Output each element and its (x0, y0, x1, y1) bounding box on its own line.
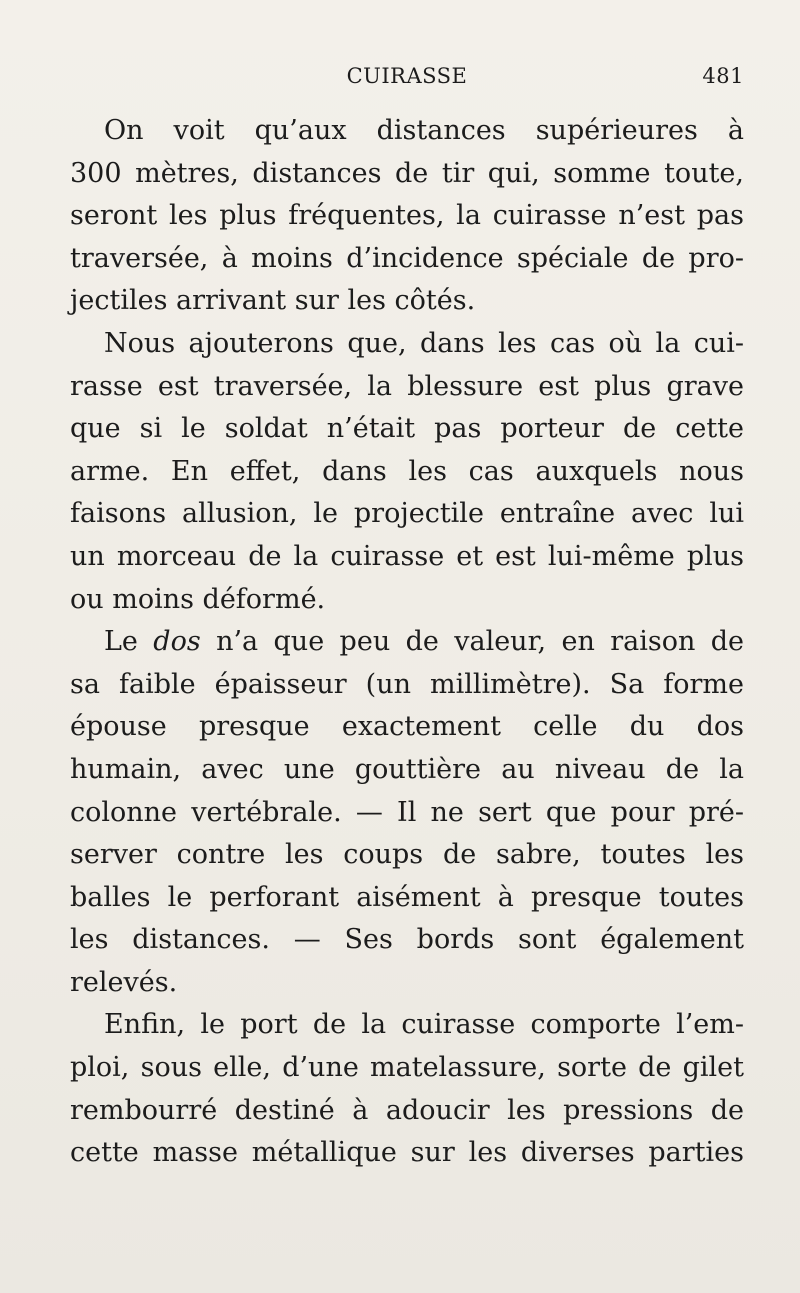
running-title: CUIRASSE (346, 64, 468, 88)
text-line: balles le perforant aisément à presque toutes (70, 881, 744, 913)
text-line: 300 mètres, distances de tir qui, somme toute, (70, 157, 744, 189)
text-line: relevés. (70, 966, 178, 998)
text-line: épouse presque exactement celle du dos (70, 711, 744, 743)
text-line-with-italic (70, 621, 744, 664)
page-header (70, 64, 744, 94)
text-run: n’a que peu de valeur, en raison de (200, 626, 744, 658)
text-line: cette masse métallique sur les diverses parties (70, 1137, 744, 1169)
text-line: server contre les coups de sabre, toutes les (70, 839, 744, 871)
text-line: rasse est traversée, la blessure est plus grave (70, 370, 744, 402)
text-line: sa faible épaisseur (un millimètre). Sa forme (70, 668, 744, 700)
body-text (70, 110, 744, 1175)
text-line: arme. En effet, dans les cas auxquels nous (70, 455, 744, 487)
italic-term: dos (153, 626, 201, 658)
text-line: ploi, sous elle, d’une matelassure, sorte de gilet (70, 1052, 744, 1084)
text-line: Enfin, le port de la cuirasse comporte l’em- (104, 1009, 744, 1041)
text-line: les distances. — Ses bords sont également (70, 924, 744, 956)
text-line: On voit qu’aux distances supérieures à (104, 115, 744, 146)
text-line: seront les plus fréquentes, la cuirasse n’est pas (70, 200, 744, 232)
text-line: que si le soldat n’était pas porteur de cette (70, 413, 744, 445)
text-line: traversée, à moins d’incidence spéciale de pro- (70, 242, 744, 274)
text-line: jectiles arrivant sur les côtés. (70, 285, 476, 317)
text-run: Le (104, 626, 154, 658)
text-line: humain, avec une gouttière au niveau de la (70, 753, 744, 785)
text-line: rembourré destiné à adoucir les pressions de (70, 1094, 744, 1126)
text-line: ou moins déformé. (70, 583, 326, 615)
text-line: colonne vertébrale. — Il ne sert que pour pré- (70, 796, 744, 828)
text-line: Nous ajouterons que, dans les cas où la cui- (104, 327, 744, 359)
text-line: un morceau de la cuirasse et est lui-même plus (70, 540, 744, 572)
page-number: 481 (702, 64, 744, 88)
text-line: faisons allusion, le projectile entraîne avec lui (70, 498, 744, 530)
